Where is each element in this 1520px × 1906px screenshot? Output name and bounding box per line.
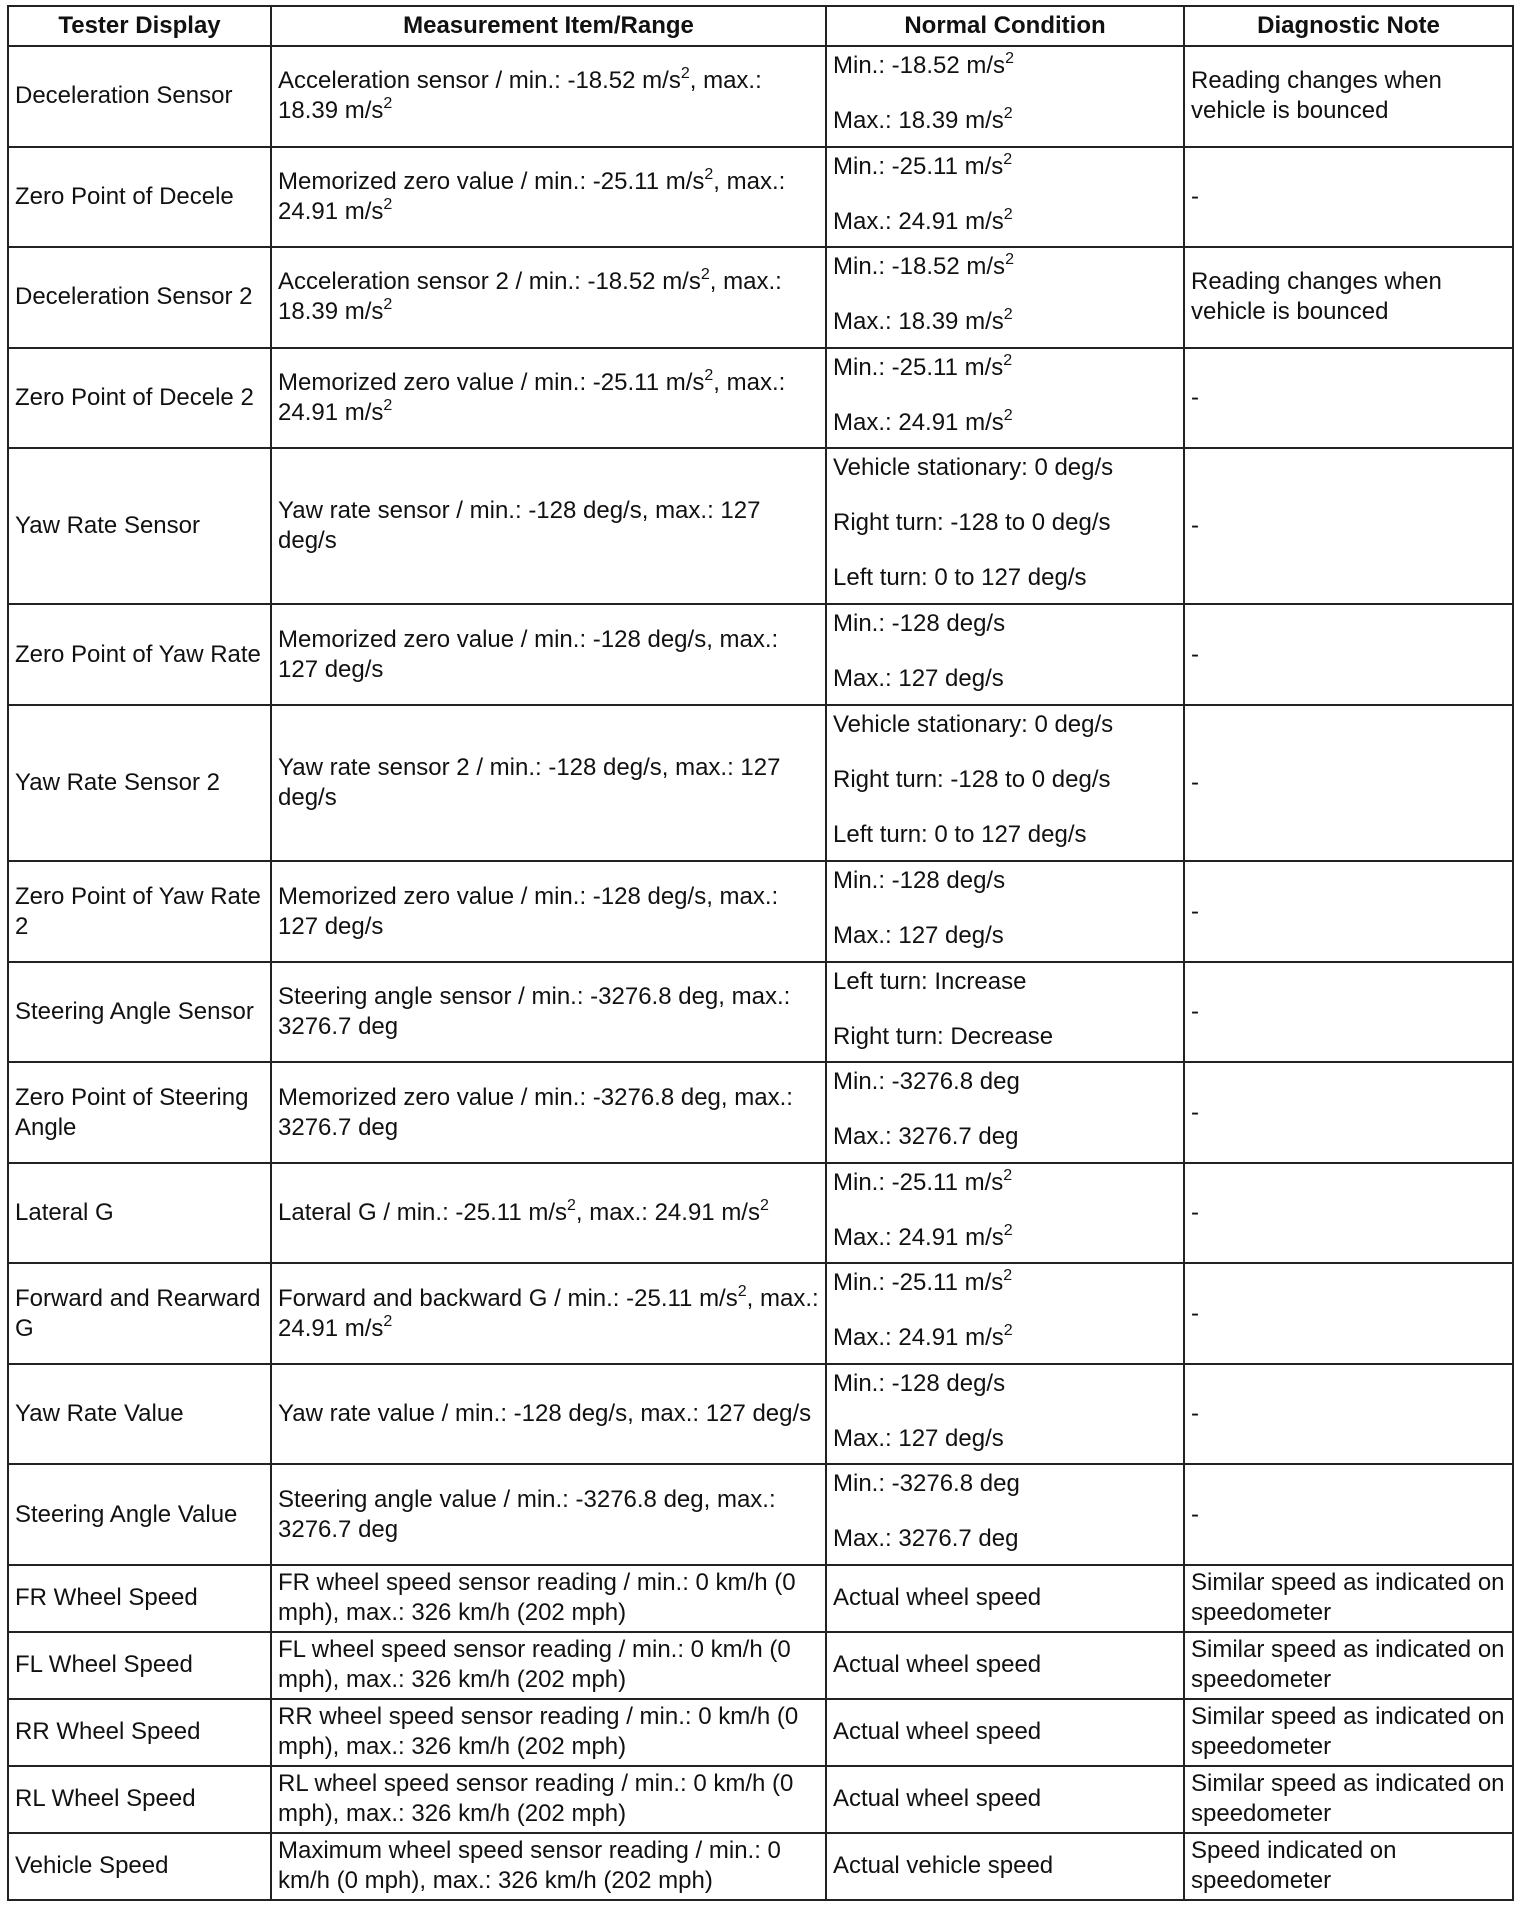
table-row: [8, 1565, 1513, 1632]
header-diagnostic-note: Diagnostic Note: [1184, 6, 1513, 46]
measurement-range-cell: Yaw rate sensor / min.: -128 deg/s, max.: 127 deg/s: [271, 448, 826, 604]
diagnostic-note-cell: Similar speed as indicated on speedometer: [1184, 1766, 1513, 1833]
normal-condition-line: Max.: 18.39 $m/s^2$: [833, 105, 1013, 134]
data-list-table: [7, 5, 1514, 1901]
normal-condition-cell: [826, 1766, 1184, 1833]
normal-condition-cell: [826, 1263, 1184, 1364]
normal-condition-cell: [826, 1833, 1184, 1900]
tester-display-cell: RL Wheel Speed: [8, 1766, 271, 1833]
normal-condition-line: Actual wheel speed: [833, 1718, 1042, 1746]
normal-condition-line: Min.: -25.11 $m/s^2$: [833, 150, 1013, 180]
tester-display-cell: Deceleration Sensor 2: [8, 247, 271, 348]
diagnostic-note-cell: -: [1184, 147, 1513, 248]
normal-condition-line: Min.: -18.52 $m/s^2$: [833, 50, 1014, 79]
table-row: [8, 1062, 1513, 1163]
normal-condition-cell: [826, 861, 1184, 962]
diagnostic-note-cell: -: [1184, 604, 1513, 705]
normal-condition-cell: [826, 1565, 1184, 1632]
diagnostic-note-cell: -: [1184, 1364, 1513, 1465]
normal-condition-cell: [826, 962, 1184, 1063]
diagnostic-note-cell: -: [1184, 1163, 1513, 1264]
diagnostic-note-cell: Similar speed as indicated on speedometer: [1184, 1565, 1513, 1632]
normal-condition-line: Min.: -3276.8 deg: [833, 1068, 1020, 1096]
tester-display-cell: Deceleration Sensor: [8, 46, 271, 147]
diagnostic-note-cell: Reading changes when vehicle is bounced: [1184, 46, 1513, 147]
diagnostic-note-cell: -: [1184, 861, 1513, 962]
tester-display-cell: Zero Point of Yaw Rate: [8, 604, 271, 705]
diagnostic-note-cell: -: [1184, 348, 1513, 449]
normal-condition-cell: [826, 1632, 1184, 1699]
normal-condition-line: Max.: 24.91 $m/s^2$: [833, 1221, 1013, 1251]
table-row: [8, 1464, 1513, 1565]
normal-condition-line: Left turn: 0 to 127 deg/s: [833, 820, 1087, 848]
tester-display-cell: Zero Point of Steering Angle: [8, 1062, 271, 1163]
tester-display-cell: Vehicle Speed: [8, 1833, 271, 1900]
diagnostic-note-cell: Similar speed as indicated on speedometer: [1184, 1632, 1513, 1699]
table-row: [8, 1632, 1513, 1699]
table-row: [8, 1766, 1513, 1833]
measurement-range-cell: FR wheel speed sensor reading / min.: 0 km/h (0 mph), max.: 326 km/h (202 mph): [271, 1565, 826, 1632]
table-row: [8, 604, 1513, 705]
diagnostic-note-cell: -: [1184, 705, 1513, 861]
measurement-range-cell: RL wheel speed sensor reading / min.: 0 km/h (0 mph), max.: 326 km/h (202 mph): [271, 1766, 826, 1833]
normal-condition-line: Vehicle stationary: 0 deg/s: [833, 454, 1114, 482]
table-row: [8, 861, 1513, 962]
measurement-range-cell: Steering angle sensor / min.: -3276.8 deg, max.: 3276.7 deg: [271, 962, 826, 1063]
tester-display-cell: Zero Point of Yaw Rate 2: [8, 861, 271, 962]
normal-condition-line: Min.: -3276.8 deg: [833, 1470, 1020, 1498]
normal-condition-line: Left turn: 0 to 127 deg/s: [833, 564, 1087, 592]
measurement-range-cell: FL wheel speed sensor reading / min.: 0 km/h (0 mph), max.: 326 km/h (202 mph): [271, 1632, 826, 1699]
normal-condition-line: Actual wheel speed: [833, 1584, 1042, 1612]
table-row: [8, 1833, 1513, 1900]
normal-condition-cell: [826, 1364, 1184, 1465]
tester-display-cell: Yaw Rate Value: [8, 1364, 271, 1465]
header-measurement-range: Measurement Item/Range: [271, 6, 826, 46]
normal-condition-line: Max.: 24.91 $m/s^2$: [833, 406, 1013, 436]
diagnostic-note-cell: Speed indicated on speedometer: [1184, 1833, 1513, 1900]
diagnostic-note-cell: Similar speed as indicated on speedometer: [1184, 1699, 1513, 1766]
normal-condition-line: Max.: 3276.7 deg: [833, 1525, 1019, 1553]
normal-condition-line: Max.: 127 deg/s: [833, 1424, 1004, 1452]
normal-condition-cell: [826, 604, 1184, 705]
table-row: [8, 448, 1513, 604]
normal-condition-line: Min.: -25.11 $m/s^2$: [833, 1166, 1013, 1196]
normal-condition-line: Min.: -25.11 $m/s^2$: [833, 1267, 1013, 1297]
table-row: [8, 1263, 1513, 1364]
normal-condition-cell: [826, 348, 1184, 449]
table-row: [8, 962, 1513, 1063]
tester-display-cell: Zero Point of Decele: [8, 147, 271, 248]
normal-condition-line: Actual vehicle speed: [833, 1852, 1054, 1880]
tester-display-cell: Lateral G: [8, 1163, 271, 1264]
measurement-range-cell: Acceleration sensor 2 / min.: -18.52 $m/s^2$, max.: 18.39 $m/s^2$: [271, 247, 826, 348]
normal-condition-line: Max.: 18.39 $m/s^2$: [833, 306, 1013, 336]
normal-condition-line: Actual wheel speed: [833, 1785, 1042, 1813]
measurement-range-cell: Steering angle value / min.: -3276.8 deg, max.: 3276.7 deg: [271, 1464, 826, 1565]
normal-condition-line: Min.: -18.52 $m/s^2$: [833, 251, 1014, 281]
header-tester-display: Tester Display: [8, 6, 271, 46]
normal-condition-line: Vehicle stationary: 0 deg/s: [833, 710, 1114, 738]
table-body: [8, 46, 1513, 1900]
table-header-row: [8, 6, 1513, 46]
measurement-range-cell: Lateral G / min.: -25.11 $m/s^2$, max.: 24.91 $m/s^2$: [271, 1163, 826, 1264]
measurement-range-cell: RR wheel speed sensor reading / min.: 0 km/h (0 mph), max.: 326 km/h (202 mph): [271, 1699, 826, 1766]
diagnostic-note-cell: Reading changes when vehicle is bounced: [1184, 247, 1513, 348]
normal-condition-cell: [826, 1699, 1184, 1766]
normal-condition-cell: [826, 448, 1184, 604]
table-row: [8, 46, 1513, 147]
tester-display-cell: Forward and Rearward G: [8, 1263, 271, 1364]
tester-display-cell: RR Wheel Speed: [8, 1699, 271, 1766]
normal-condition-cell: [826, 247, 1184, 348]
measurement-range-cell: Memorized zero value / min.: -128 deg/s, max.: 127 deg/s: [271, 861, 826, 962]
diagnostic-note-cell: -: [1184, 1062, 1513, 1163]
normal-condition-line: Max.: 127 deg/s: [833, 665, 1004, 693]
normal-condition-line: Right turn: Decrease: [833, 1022, 1054, 1050]
tester-display-cell: Steering Angle Sensor: [8, 962, 271, 1063]
normal-condition-line: Right turn: -128 to 0 deg/s: [833, 509, 1111, 537]
normal-condition-cell: [826, 1464, 1184, 1565]
diagnostic-note-cell: -: [1184, 1464, 1513, 1565]
table-row: [8, 1163, 1513, 1264]
normal-condition-cell: [826, 147, 1184, 248]
table-row: [8, 1364, 1513, 1465]
normal-condition-cell: [826, 46, 1184, 147]
normal-condition-cell: [826, 1163, 1184, 1264]
measurement-range-cell: Forward and backward G / min.: -25.11 $m/s^2$, max.: 24.91 $m/s^2$: [271, 1263, 826, 1364]
diagnostic-note-cell: -: [1184, 962, 1513, 1063]
normal-condition-line: Max.: 24.91 $m/s^2$: [833, 205, 1013, 235]
normal-condition-line: Max.: 127 deg/s: [833, 922, 1004, 950]
table-row: [8, 247, 1513, 348]
measurement-range-cell: Acceleration sensor / min.: -18.52 $m/s^2$, max.: 18.39 $m/s^2$: [271, 46, 826, 147]
measurement-range-cell: Memorized zero value / min.: -128 deg/s, max.: 127 deg/s: [271, 604, 826, 705]
measurement-range-cell: Memorized zero value / min.: -3276.8 deg, max.: 3276.7 deg: [271, 1062, 826, 1163]
measurement-range-cell: Yaw rate sensor 2 / min.: -128 deg/s, max.: 127 deg/s: [271, 705, 826, 861]
measurement-range-cell: Yaw rate value / min.: -128 deg/s, max.: 127 deg/s: [271, 1364, 826, 1465]
measurement-range-cell: Memorized zero value / min.: -25.11 $m/s^2$, max.: 24.91 $m/s^2$: [271, 348, 826, 449]
diagnostic-note-cell: -: [1184, 1263, 1513, 1364]
normal-condition-line: Min.: -25.11 $m/s^2$: [833, 351, 1013, 381]
normal-condition-line: Min.: -128 deg/s: [833, 867, 1006, 895]
normal-condition-line: Max.: 24.91 $m/s^2$: [833, 1322, 1013, 1352]
normal-condition-line: Actual wheel speed: [833, 1651, 1042, 1679]
normal-condition-line: Max.: 3276.7 deg: [833, 1123, 1019, 1151]
tester-display-cell: FL Wheel Speed: [8, 1632, 271, 1699]
normal-condition-cell: [826, 1062, 1184, 1163]
tester-display-cell: Zero Point of Decele 2: [8, 348, 271, 449]
tester-display-cell: Steering Angle Value: [8, 1464, 271, 1565]
normal-condition-line: Min.: -128 deg/s: [833, 610, 1006, 638]
normal-condition-line: Right turn: -128 to 0 deg/s: [833, 765, 1111, 793]
normal-condition-line: Left turn: Increase: [833, 967, 1027, 995]
table-row: [8, 705, 1513, 861]
table-row: [8, 348, 1513, 449]
measurement-range-cell: Memorized zero value / min.: -25.11 $m/s^2$, max.: 24.91 $m/s^2$: [271, 147, 826, 248]
tester-display-cell: Yaw Rate Sensor: [8, 448, 271, 604]
table-row: [8, 147, 1513, 248]
measurement-range-cell: Maximum wheel speed sensor reading / min.: 0 km/h (0 mph), max.: 326 km/h (202 mph): [271, 1833, 826, 1900]
tester-display-cell: Yaw Rate Sensor 2: [8, 705, 271, 861]
normal-condition-line: Min.: -128 deg/s: [833, 1369, 1006, 1397]
normal-condition-cell: [826, 705, 1184, 861]
diagnostic-note-cell: -: [1184, 448, 1513, 604]
header-normal-condition: Normal Condition: [826, 6, 1184, 46]
tester-display-cell: FR Wheel Speed: [8, 1565, 271, 1632]
table-row: [8, 1699, 1513, 1766]
